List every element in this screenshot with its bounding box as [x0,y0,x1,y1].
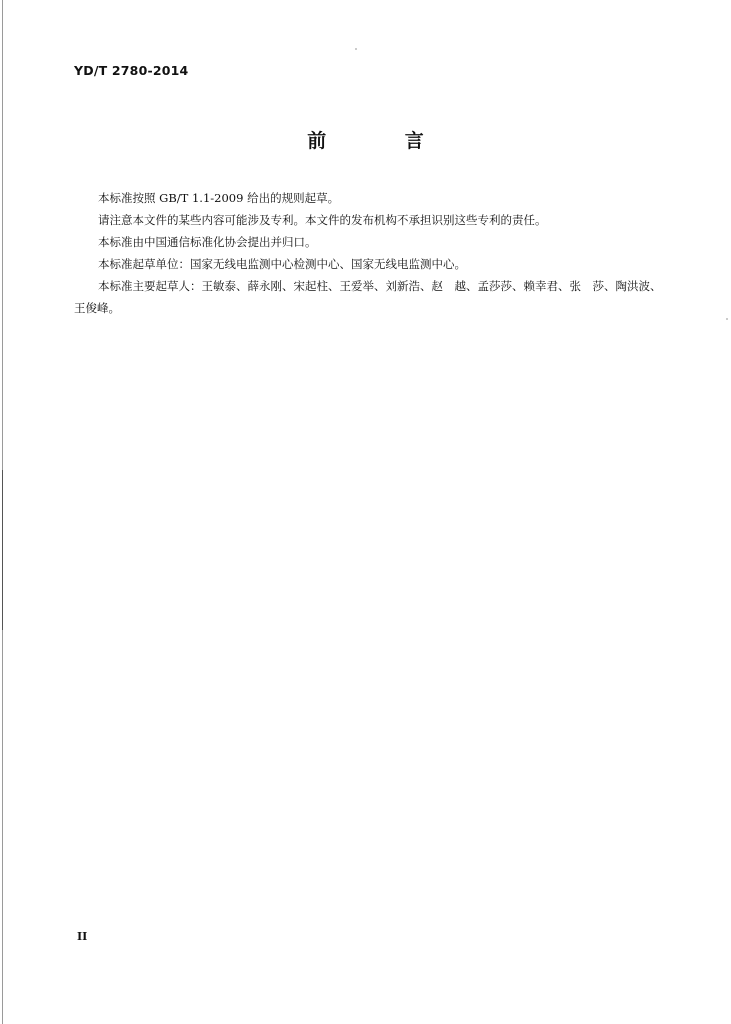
paragraph-drafters: 本标准主要起草人：王敏泰、薛永刚、宋起柱、王爱举、刘新浩、赵 越、孟莎莎、赖幸君、张 莎、陶洪波、王俊峰。 [74,279,662,315]
scan-left-edge-mark [2,470,3,630]
scan-speck [355,48,357,50]
page-number: II [77,930,88,943]
foreword-title: 前 言 [307,130,460,152]
scan-speck [726,318,728,320]
paragraph-patent-notice: 请注意本文件的某些内容可能涉及专利。本文件的发布机构不承担识别这些专利的责任。 [98,213,547,227]
paragraph-proposer: 本标准由中国通信标准化协会提出并归口。 [98,235,317,249]
paragraph-drafting-organizations: 本标准起草单位：国家无线电监测中心检测中心、国家无线电监测中心。 [98,257,466,271]
paragraph-drafting-rules: 本标准按照 GB/T 1.1-2009 给出的规则起草。 [98,191,340,205]
foreword-body [74,187,664,319]
standard-code-header: YD/T 2780-2014 [74,63,189,78]
